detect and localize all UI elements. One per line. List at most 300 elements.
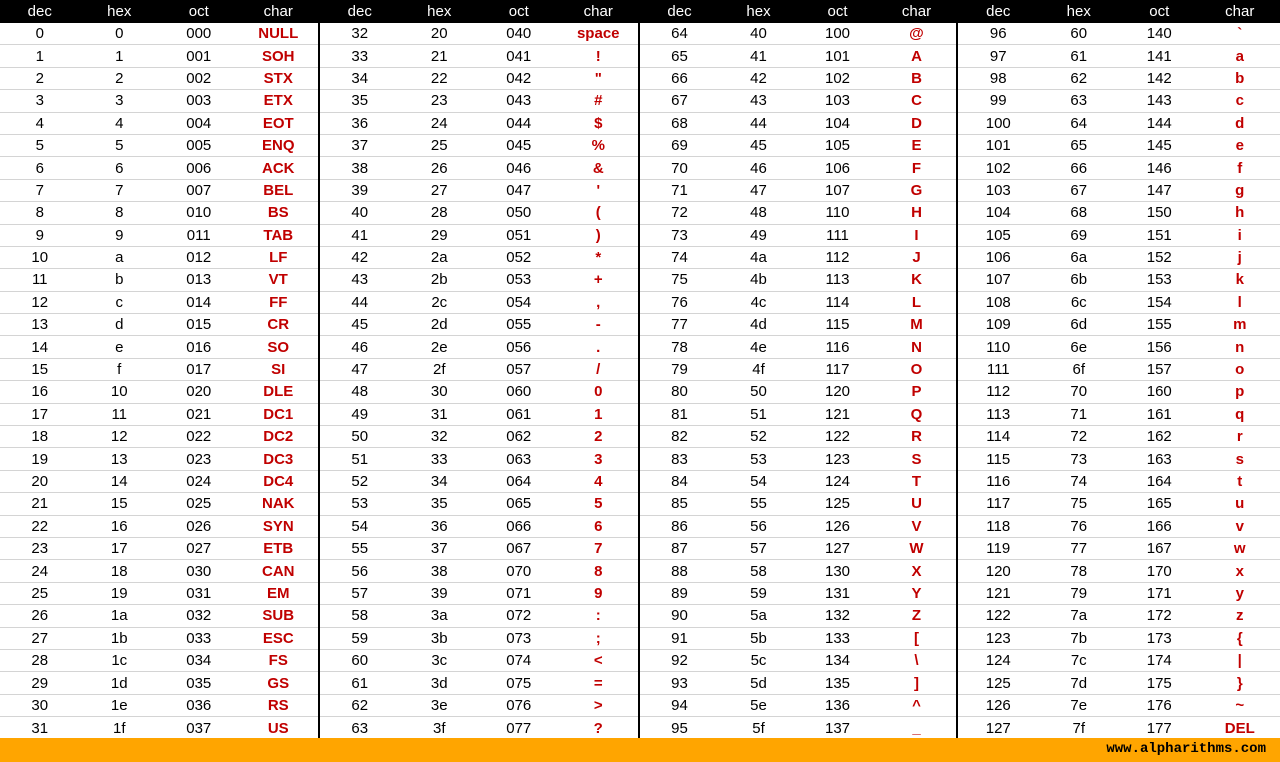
cell-char: DLE [263,383,294,401]
cell-hex: 26 [430,159,448,177]
cell-char: w [1233,540,1246,558]
table-row [0,493,318,515]
table-row [320,247,638,269]
cell-hex: 1b [110,629,128,647]
cell-char: DC1 [263,405,294,423]
cell-hex: 4a [750,249,767,267]
cell-char: 0 [594,383,603,401]
table-row [320,695,638,717]
cell-hex: 24 [430,114,448,132]
table-row [958,225,1280,247]
cell-dec: 115 [986,450,1011,468]
cell-oct: 101 [824,47,851,65]
table-row [0,560,318,582]
cell-oct: 017 [186,361,212,379]
cell-dec: 118 [986,517,1011,535]
table-row [958,404,1280,426]
cell-dec: 112 [986,383,1011,401]
header-row [320,0,638,23]
column-header-char: char [901,3,932,20]
cell-oct: 015 [186,316,212,334]
cell-hex: 4f [752,361,765,379]
cell-hex: 62 [1070,69,1088,87]
cell-oct: 104 [824,114,851,132]
cell-dec: 26 [31,607,49,625]
cell-char: STX [263,69,293,87]
column-header-oct: oct [1149,3,1170,20]
cell-dec: 9 [35,226,44,244]
table-row [0,135,318,157]
table-row [958,157,1280,179]
table-row [0,225,318,247]
cell-char: u [1235,495,1245,513]
cell-hex: 5a [750,607,767,625]
cell-oct: 027 [186,540,212,558]
table-row [640,180,956,202]
table-row [958,516,1280,538]
cell-hex: 5e [750,696,767,714]
table-row [640,135,956,157]
table-row [0,695,318,717]
cell-oct: 157 [1146,361,1172,379]
cell-oct: 063 [506,450,532,468]
cell-hex: 4e [750,338,767,356]
cell-char: ETX [263,92,293,110]
cell-dec: 0 [35,25,44,43]
cell-dec: 32 [351,25,369,43]
cell-dec: 126 [985,696,1011,714]
cell-char: D [911,114,922,132]
cell-oct: 046 [506,159,532,177]
table-row [320,628,638,650]
cell-hex: 7e [1070,696,1088,714]
cell-hex: 61 [1070,47,1088,65]
table-row [320,359,638,381]
cell-hex: 5c [750,652,767,670]
table-row [0,180,318,202]
cell-hex: 34 [430,473,448,490]
cell-dec: 28 [31,652,49,670]
cell-dec: 5 [35,137,44,155]
cell-hex: 6a [1070,249,1088,267]
cell-oct: 033 [186,629,212,647]
cell-dec: 114 [986,428,1011,446]
cell-hex: 28 [430,204,448,222]
cell-dec: 2 [35,69,44,87]
cell-hex: 76 [1070,517,1088,535]
cell-oct: 131 [824,584,851,602]
cell-oct: 022 [186,428,212,446]
cell-char: h [1235,204,1245,222]
table-row [320,583,638,605]
cell-char: R [911,428,922,446]
cell-hex: 0 [115,25,124,43]
table-row [320,381,638,403]
cell-hex: 48 [750,204,767,222]
cell-dec: 69 [671,137,688,155]
cell-oct: 001 [186,47,212,65]
cell-hex: 79 [1070,584,1088,602]
cell-oct: 124 [824,473,851,490]
cell-hex: 54 [750,473,767,490]
cell-oct: 003 [186,92,212,110]
cell-dec: 64 [671,25,688,43]
cell-dec: 101 [985,137,1011,155]
cell-dec: 110 [986,338,1011,356]
cell-oct: 111 [826,226,849,244]
table-row [640,336,956,358]
cell-dec: 127 [985,719,1011,737]
cell-dec: 97 [989,47,1007,65]
cell-hex: 3 [115,92,124,110]
cell-char: ETB [263,540,294,558]
cell-oct: 152 [1146,249,1172,267]
table-row [320,135,638,157]
cell-char: = [593,674,603,692]
table-row [0,448,318,470]
cell-dec: 67 [671,92,688,110]
cell-oct: 110 [825,204,850,222]
table-row [640,45,956,67]
table-row [320,336,638,358]
table-row [0,672,318,694]
cell-oct: 052 [506,249,532,267]
cell-hex: 63 [1070,92,1088,110]
cell-dec: 87 [671,540,688,558]
cell-dec: 39 [351,181,369,199]
table-row [640,247,956,269]
cell-dec: 53 [351,495,369,513]
cell-char: , [596,293,601,311]
table-row [958,471,1280,493]
cell-oct: 126 [824,517,851,535]
column-header-char: char [1225,3,1255,20]
cell-oct: 010 [186,204,212,222]
cell-char: & [592,159,604,177]
cell-oct: 041 [506,47,532,65]
cell-hex: 1a [110,607,128,625]
cell-dec: 4 [35,114,44,132]
table-row [958,628,1280,650]
table-row [320,560,638,582]
cell-dec: 108 [985,293,1011,311]
cell-dec: 16 [31,383,49,401]
cell-oct: 060 [506,383,532,401]
cell-char: SI [271,361,286,379]
cell-dec: 45 [351,316,369,334]
cell-oct: 050 [506,204,532,222]
cell-hex: 12 [110,428,128,446]
cell-char: DC2 [263,428,294,446]
cell-hex: 60 [1070,25,1088,43]
table-row [0,359,318,381]
cell-hex: 55 [750,495,767,513]
cell-hex: 2c [431,293,448,311]
table-row [958,650,1280,672]
cell-hex: 1e [110,696,128,714]
cell-char: U [911,495,922,513]
cell-dec: 58 [351,607,369,625]
cell-char: i [1237,226,1242,244]
footer-bar [0,738,1280,762]
cell-char: x [1235,562,1244,580]
table-row [958,381,1280,403]
cell-oct: 076 [506,696,532,714]
cell-dec: 6 [35,159,44,177]
table-row [958,672,1280,694]
cell-hex: 2b [430,271,448,289]
cell-oct: 122 [824,428,851,446]
cell-hex: 37 [430,540,448,558]
cell-hex: 6d [1070,316,1088,334]
cell-char: G [910,181,923,199]
cell-hex: 66 [1070,159,1088,177]
cell-hex: 7a [1070,607,1088,625]
column-header-oct: oct [188,3,209,20]
table-row [640,404,956,426]
cell-dec: 78 [671,338,688,356]
cell-dec: 125 [985,674,1011,692]
table-row [320,314,638,336]
cell-char: 1 [594,405,603,423]
cell-dec: 83 [671,450,688,468]
cell-char: 9 [594,584,603,602]
cell-dec: 81 [671,405,688,423]
cell-char: 2 [594,428,603,446]
cell-char: K [911,271,922,289]
cell-oct: 014 [186,293,212,311]
cell-oct: 172 [1146,607,1172,625]
table-row [640,471,956,493]
cell-char: * [595,249,602,267]
cell-char: NAK [262,495,295,513]
cell-dec: 33 [351,47,369,65]
table-row [640,493,956,515]
cell-oct: 102 [824,69,851,87]
cell-char: # [594,92,603,110]
cell-dec: 70 [671,159,688,177]
cell-char: d [1235,114,1245,132]
cell-dec: 44 [351,293,369,311]
cell-oct: 062 [506,428,532,446]
cell-oct: 125 [824,495,851,513]
cell-oct: 047 [506,181,532,199]
cell-dec: 63 [351,719,369,737]
cell-oct: 037 [186,719,212,737]
cell-oct: 123 [824,450,851,468]
site-url: www.alpharithms.com [1106,741,1266,757]
table-row [0,23,318,45]
cell-oct: 064 [506,473,532,490]
cell-hex: 77 [1070,540,1088,558]
cell-dec: 73 [671,226,688,244]
cell-oct: 166 [1146,517,1172,535]
table-row [958,695,1280,717]
table-row [958,113,1280,135]
cell-char: - [595,316,601,334]
cell-char: 4 [594,473,603,490]
cell-hex: 3f [432,719,446,737]
cell-oct: 035 [186,674,212,692]
cell-hex: 7c [1070,652,1087,670]
cell-char: DEL [1224,719,1255,737]
table-row [958,583,1280,605]
cell-dec: 99 [989,92,1007,110]
cell-hex: 2 [115,69,124,87]
cell-oct: 160 [1146,383,1172,401]
table-row [958,135,1280,157]
cell-hex: 50 [750,383,767,401]
cell-dec: 89 [671,584,688,602]
cell-dec: 62 [351,696,369,714]
cell-oct: 153 [1146,271,1172,289]
cell-oct: 077 [506,719,532,737]
cell-char: ` [1237,25,1243,43]
table-row [0,90,318,112]
cell-dec: 20 [31,473,49,490]
table-row [640,717,956,739]
table-row [640,538,956,560]
cell-dec: 56 [351,562,369,580]
table-row [0,202,318,224]
cell-hex: 1d [110,674,128,692]
cell-hex: 4d [750,316,767,334]
cell-hex: 72 [1070,428,1088,446]
table-row [640,672,956,694]
cell-dec: 71 [671,181,688,199]
cell-char: VT [268,271,288,289]
cell-dec: 80 [671,383,688,401]
cell-dec: 77 [671,316,688,334]
cell-char: EOT [262,114,294,132]
cell-dec: 100 [985,114,1011,132]
cell-hex: 13 [110,450,128,468]
cell-dec: 43 [351,271,369,289]
cell-hex: 7d [1070,674,1088,692]
cell-hex: 7f [1072,719,1085,737]
cell-char: t [1237,473,1243,490]
cell-char: 7 [594,540,603,558]
cell-hex: 64 [1070,114,1088,132]
cell-dec: 37 [351,137,369,155]
cell-char: a [1235,47,1244,65]
cell-dec: 103 [985,181,1011,199]
cell-char: BS [267,204,289,222]
cell-char: : [595,607,601,625]
header-row [640,0,956,23]
cell-hex: f [117,361,122,379]
cell-hex: 35 [430,495,448,513]
cell-hex: 45 [750,137,767,155]
cell-char: SUB [262,607,295,625]
cell-hex: 30 [430,383,448,401]
table-row [640,292,956,314]
cell-char: c [1235,92,1244,110]
cell-dec: 51 [351,450,369,468]
cell-hex: 1c [111,652,128,670]
cell-hex: 21 [430,47,448,65]
cell-dec: 1 [35,47,44,65]
cell-oct: 174 [1146,652,1172,670]
cell-dec: 55 [351,540,369,558]
cell-oct: 006 [186,159,212,177]
cell-char: j [1237,249,1242,267]
cell-hex: c [115,293,123,311]
cell-hex: 40 [750,25,767,43]
table-row [320,113,638,135]
cell-oct: 071 [506,584,532,602]
cell-char: P [911,383,922,401]
cell-dec: 11 [31,271,48,289]
cell-hex: 74 [1070,473,1088,490]
table-row [320,404,638,426]
cell-dec: 90 [671,607,688,625]
cell-char: F [911,159,922,177]
cell-dec: 57 [351,584,369,602]
table-row [0,292,318,314]
cell-dec: 36 [351,114,369,132]
header-row [0,0,318,23]
cell-oct: 054 [506,293,532,311]
cell-char: ESC [262,629,294,647]
cell-oct: 171 [1146,584,1172,602]
cell-dec: 30 [31,696,49,714]
cell-hex: 51 [750,405,767,423]
cell-char: Z [911,607,922,625]
cell-dec: 38 [351,159,369,177]
cell-dec: 35 [351,92,369,110]
cell-dec: 86 [671,517,688,535]
cell-char: ( [595,204,601,222]
cell-hex: 10 [110,383,128,401]
table-row [0,628,318,650]
cell-dec: 65 [671,47,688,65]
cell-oct: 154 [1146,293,1172,311]
cell-dec: 92 [671,652,688,670]
cell-char: I [914,226,919,244]
cell-dec: 96 [989,25,1007,43]
cell-hex: 14 [110,473,128,490]
cell-hex: 52 [750,428,767,446]
table-row [640,225,956,247]
cell-char: CAN [262,562,295,580]
cell-hex: 70 [1070,383,1088,401]
block-3 [958,0,1280,738]
cell-char: o [1235,361,1245,379]
cell-oct: 151 [1146,226,1172,244]
cell-hex: 3b [430,629,448,647]
cell-hex: 27 [430,181,448,199]
column-header-dec: dec [667,3,692,20]
table-row [0,583,318,605]
cell-hex: 2f [432,361,446,379]
cell-char: LF [269,249,288,267]
cell-hex: 4b [750,271,767,289]
table-row [320,269,638,291]
cell-char: ! [595,47,601,65]
table-row [320,605,638,627]
cell-hex: 6f [1072,361,1085,379]
cell-dec: 61 [351,674,369,692]
cell-dec: 60 [351,652,369,670]
table-row [0,157,318,179]
cell-oct: 044 [506,114,532,132]
cell-char: k [1235,271,1244,289]
cell-char: L [911,293,922,311]
cell-char: s [1235,450,1244,468]
table-row [0,68,318,90]
cell-char: m [1233,316,1247,334]
